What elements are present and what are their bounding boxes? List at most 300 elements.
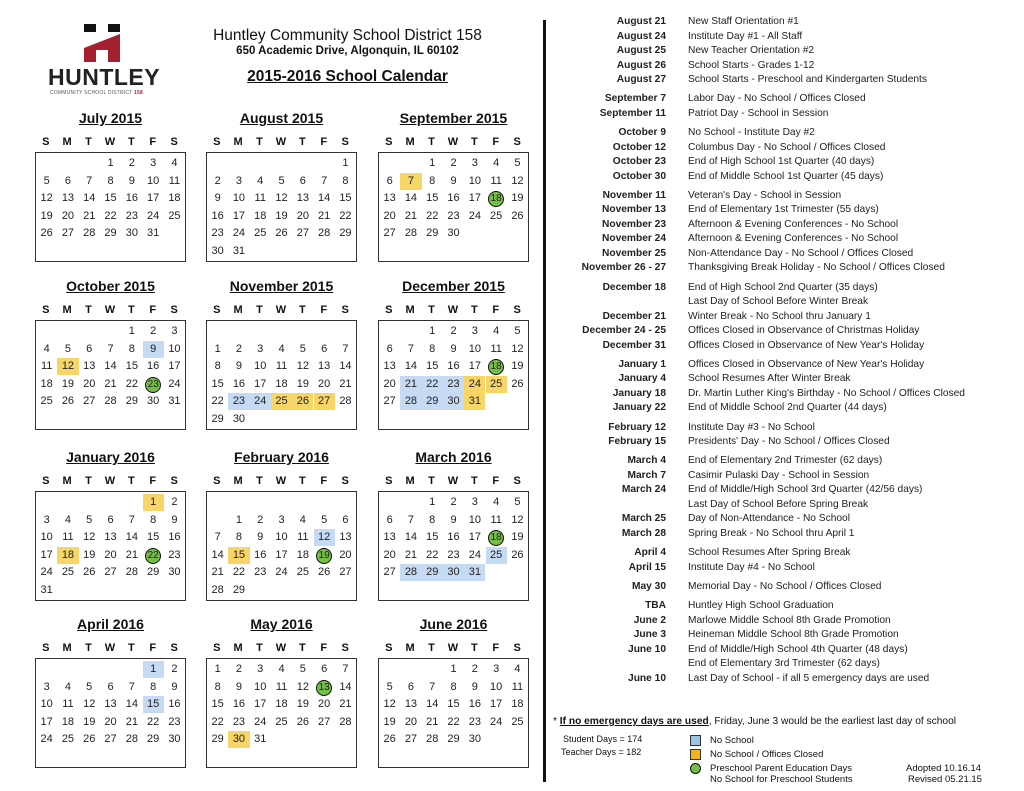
weekday-label: S	[213, 304, 221, 316]
day-number: 7	[407, 342, 414, 355]
event-date: November 24	[602, 233, 666, 245]
event-date: November 23	[602, 218, 666, 230]
day-cell	[164, 155, 185, 172]
day-number: 10	[275, 531, 288, 544]
day-cell	[464, 358, 485, 375]
day-number: 30	[125, 227, 138, 240]
day-cell	[486, 341, 507, 358]
day-cell	[57, 529, 78, 546]
day-number: 10	[468, 342, 481, 355]
day-number: 16	[168, 531, 181, 544]
event-date: December 18	[602, 281, 666, 293]
day-cell	[314, 190, 335, 207]
day-cell	[507, 341, 528, 358]
day-cell	[379, 190, 400, 207]
weekday-label: W	[104, 642, 116, 654]
day-cell	[121, 341, 142, 358]
day-number: 28	[125, 733, 138, 746]
day-number: 22	[447, 715, 460, 728]
event-row	[552, 512, 1022, 527]
weekday-header	[378, 304, 529, 318]
day-cell	[422, 323, 443, 340]
weekday-label: S	[42, 136, 50, 148]
day-number: 31	[40, 584, 53, 596]
day-number: 3	[471, 325, 478, 337]
weekday-label: T	[127, 475, 135, 487]
day-cell	[228, 661, 249, 678]
day-cell	[207, 208, 228, 225]
day-cell	[271, 661, 292, 678]
day-number: 12	[318, 531, 331, 544]
day-cell	[36, 512, 57, 529]
day-cell-no-school	[400, 393, 421, 410]
weekday-header	[35, 475, 186, 489]
day-cell	[100, 731, 121, 748]
event-date: TBA	[645, 600, 666, 611]
day-cell	[400, 190, 421, 207]
day-cell	[57, 512, 78, 529]
day-cell	[207, 225, 228, 242]
day-number: 22	[339, 209, 352, 222]
day-cell	[443, 547, 464, 564]
day-cell	[79, 225, 100, 242]
weekday-label: T	[298, 475, 306, 487]
day-cell	[79, 529, 100, 546]
day-number: 19	[83, 548, 96, 561]
day-cell	[143, 679, 164, 696]
day-number: 13	[383, 360, 396, 373]
day-number: 10	[232, 192, 246, 205]
day-cell	[100, 155, 121, 172]
day-number: 4	[493, 496, 500, 508]
day-number: 30	[168, 733, 181, 746]
day-cell	[422, 341, 443, 358]
event-row	[552, 324, 1022, 339]
event-date: November 26 - 27	[581, 262, 666, 274]
day-number: 30	[232, 413, 246, 425]
event-date: January 22	[612, 402, 666, 414]
weekday-label: S	[213, 475, 221, 487]
day-cell	[400, 208, 421, 225]
day-cell	[271, 547, 292, 564]
day-cell	[464, 512, 485, 529]
day-number: 17	[275, 548, 288, 561]
day-cell	[314, 358, 335, 375]
weekday-label: T	[470, 642, 478, 654]
day-cell	[207, 696, 228, 713]
event-description: Spring Break - No School thru April 1	[688, 527, 855, 539]
weekday-label: F	[320, 304, 328, 316]
event-description: Afternoon & Evening Conferences - No School	[688, 218, 899, 230]
day-number: 7	[321, 174, 328, 187]
day-number: 28	[339, 395, 352, 408]
day-cell	[464, 731, 485, 748]
day-cell	[464, 155, 485, 172]
day-cell	[464, 190, 485, 207]
day-cell	[250, 731, 271, 748]
day-number: 30	[232, 733, 246, 746]
weekday-label: M	[233, 642, 243, 654]
student-days: Student Days = 174	[563, 734, 643, 744]
day-cell	[314, 661, 335, 678]
legend-no-school: No School	[690, 735, 754, 746]
day-number: 11	[40, 360, 53, 373]
event-row	[552, 599, 1022, 614]
day-cell	[164, 714, 185, 731]
day-cell-preschool	[314, 547, 335, 564]
day-number: 1	[450, 663, 457, 675]
day-cell	[164, 564, 185, 581]
day-number: 29	[426, 566, 439, 579]
day-cell	[79, 679, 100, 696]
day-number: 28	[104, 395, 117, 408]
day-cell	[228, 411, 249, 428]
day-number: 26	[61, 395, 75, 408]
day-cell	[292, 564, 313, 581]
event-date: December 24 - 25	[582, 325, 666, 336]
day-number: 15	[147, 531, 160, 544]
day-cell-offices-closed	[143, 494, 164, 511]
day-number: 26	[511, 209, 524, 222]
day-cell-preschool	[486, 529, 507, 546]
day-number: 7	[429, 680, 436, 693]
event-row	[552, 643, 1022, 658]
month-grid	[206, 320, 357, 430]
month-calendar	[206, 278, 357, 438]
day-cell	[486, 512, 507, 529]
day-number: 13	[296, 192, 309, 205]
day-cell	[507, 529, 528, 546]
event-date: June 3	[633, 629, 666, 640]
event-description: Marlowe Middle School 8th Grade Promotion	[688, 614, 891, 626]
event-row	[552, 387, 1022, 402]
day-number: 19	[296, 377, 309, 390]
day-cell	[400, 512, 421, 529]
day-number: 23	[447, 209, 460, 222]
day-number: 1	[107, 157, 114, 169]
day-number: 30	[447, 395, 460, 408]
day-cell	[486, 661, 507, 678]
day-cell	[250, 208, 271, 225]
day-number: 6	[107, 513, 114, 526]
day-number: 3	[493, 663, 500, 675]
day-cell	[36, 529, 57, 546]
day-cell	[507, 173, 528, 190]
day-cell	[228, 208, 249, 225]
weekday-label: F	[492, 475, 500, 487]
event-description: End of Elementary 1st Trimester (55 days)	[688, 204, 879, 216]
day-number: 21	[339, 698, 352, 711]
day-number: 20	[83, 377, 96, 390]
day-number: 5	[514, 496, 521, 508]
day-cell	[335, 225, 356, 242]
day-cell	[464, 341, 485, 358]
weekday-label: F	[149, 304, 157, 316]
day-number: 15	[211, 698, 224, 711]
month-calendar	[206, 110, 357, 270]
day-number: 22	[426, 548, 439, 561]
day-cell	[443, 512, 464, 529]
day-cell	[422, 494, 443, 511]
weekday-label: S	[341, 136, 349, 148]
day-cell	[507, 208, 528, 225]
day-cell	[292, 661, 313, 678]
day-cell	[207, 714, 228, 731]
day-number: 25	[490, 548, 503, 561]
legend-offices-closed: No School / Offices Closed	[690, 749, 823, 760]
weekday-label: M	[62, 304, 72, 316]
day-number: 16	[232, 377, 246, 390]
adopted-date: Adopted 10.16.14	[906, 763, 982, 774]
day-cell	[100, 225, 121, 242]
day-number: 10	[468, 513, 481, 526]
day-cell	[164, 529, 185, 546]
day-cell	[250, 225, 271, 242]
day-number: 24	[168, 377, 181, 390]
event-row	[552, 170, 1022, 185]
day-number: 11	[254, 192, 266, 205]
event-description: Dr. Martin Luther King's Birthday - No School / Offices Closed	[688, 387, 965, 399]
event-description: School Starts - Grades 1-12	[688, 59, 815, 71]
day-number: 26	[296, 715, 309, 728]
month-grid	[206, 152, 357, 262]
day-cell	[250, 341, 271, 358]
event-group	[552, 92, 1022, 121]
event-row	[552, 218, 1022, 233]
day-cell-offices-closed	[228, 731, 249, 748]
day-cell	[292, 341, 313, 358]
day-number: 24	[40, 566, 53, 579]
event-row	[552, 92, 1022, 107]
day-cell	[36, 696, 57, 713]
day-cell	[36, 376, 57, 393]
yellow-square-icon	[690, 749, 701, 760]
day-number: 8	[128, 342, 135, 355]
green-circle-icon	[690, 763, 701, 774]
event-row	[552, 141, 1022, 156]
day-cell	[207, 679, 228, 696]
day-cell	[443, 494, 464, 511]
day-cell	[143, 155, 164, 172]
day-cell	[422, 696, 443, 713]
weekday-header	[206, 642, 357, 656]
day-number: 21	[404, 548, 418, 561]
day-number: 27	[61, 227, 75, 240]
day-cell	[422, 529, 443, 546]
day-number: 18	[168, 192, 181, 205]
day-number: 27	[339, 566, 352, 579]
day-number: 9	[214, 192, 221, 205]
day-cell	[121, 547, 142, 564]
day-cell	[379, 714, 400, 731]
day-cell	[36, 208, 57, 225]
day-cell	[57, 564, 78, 581]
event-row	[552, 261, 1022, 276]
day-cell-offices-closed	[314, 393, 335, 410]
day-number: 19	[40, 209, 53, 222]
weekday-label: T	[428, 475, 435, 487]
day-number: 23	[168, 715, 181, 728]
day-number: 23	[254, 566, 267, 579]
day-number: 29	[339, 227, 352, 240]
day-number: 10	[254, 680, 267, 693]
event-row	[552, 281, 1022, 296]
day-cell	[443, 155, 464, 172]
day-number: 22	[145, 548, 161, 564]
day-number: 16	[147, 360, 160, 373]
day-number: 19	[316, 548, 332, 564]
day-cell	[271, 358, 292, 375]
day-number: 6	[321, 663, 328, 675]
day-number: 30	[468, 733, 481, 746]
day-number: 2	[450, 157, 457, 169]
day-number: 29	[147, 733, 160, 746]
day-number: 20	[296, 209, 309, 222]
day-cell	[443, 323, 464, 340]
event-date: April 4	[634, 547, 666, 558]
day-number: 26	[511, 377, 524, 390]
day-cell-offices-closed	[400, 173, 421, 190]
day-cell	[271, 208, 292, 225]
event-date: August 27	[616, 74, 666, 85]
day-cell	[207, 243, 228, 260]
day-cell	[507, 376, 528, 393]
day-number: 25	[275, 715, 288, 728]
day-cell-preschool	[143, 376, 164, 393]
day-number: 14	[404, 360, 418, 373]
day-number: 29	[211, 413, 224, 425]
day-cell	[443, 341, 464, 358]
day-cell	[335, 208, 356, 225]
event-date: June 10	[628, 643, 666, 655]
day-cell-offices-closed	[57, 547, 78, 564]
day-cell-no-school	[443, 393, 464, 410]
day-cell	[100, 358, 121, 375]
day-number: 2	[235, 342, 242, 355]
day-cell	[100, 547, 121, 564]
event-row	[552, 372, 1022, 387]
day-cell	[400, 341, 421, 358]
day-number: 24	[468, 548, 481, 561]
day-number: 2	[471, 663, 478, 675]
day-cell-offices-closed	[292, 393, 313, 410]
weekday-header	[378, 136, 529, 150]
day-cell	[79, 564, 100, 581]
day-cell	[228, 173, 249, 190]
day-cell	[443, 529, 464, 546]
day-number: 21	[125, 548, 138, 561]
weekday-label: T	[127, 642, 135, 654]
day-cell	[443, 679, 464, 696]
day-number: 11	[490, 174, 502, 187]
day-number: 10	[40, 698, 53, 711]
event-date: December 21	[602, 310, 666, 322]
day-number: 6	[386, 513, 393, 526]
event-group	[552, 126, 1022, 184]
weekday-label: T	[256, 136, 263, 148]
day-number: 25	[296, 566, 309, 579]
day-cell	[250, 358, 271, 375]
day-cell-offices-closed	[271, 393, 292, 410]
day-number: 31	[232, 245, 246, 257]
weekday-label: T	[256, 475, 263, 487]
weekday-label: F	[492, 136, 500, 148]
day-number: 8	[429, 174, 436, 187]
day-number: 25	[40, 395, 53, 408]
month-calendar	[35, 449, 186, 609]
event-description: School Resumes After Spring Break	[688, 547, 851, 558]
day-number: 8	[429, 342, 436, 355]
weekday-label: S	[385, 642, 393, 654]
day-cell	[379, 512, 400, 529]
day-number: 29	[426, 395, 439, 408]
day-cell	[507, 358, 528, 375]
day-number: 9	[235, 360, 242, 373]
day-cell	[422, 173, 443, 190]
day-number: 28	[426, 733, 439, 746]
day-cell-no-school	[314, 529, 335, 546]
day-cell-no-school	[400, 564, 421, 581]
event-description: End of High School 2nd Quarter (35 days)	[688, 281, 878, 293]
month-grid	[378, 491, 529, 601]
event-row	[552, 59, 1022, 74]
day-cell	[271, 173, 292, 190]
day-cell-no-school	[143, 696, 164, 713]
weekday-label: W	[447, 304, 459, 316]
day-cell-offices-closed	[228, 547, 249, 564]
day-cell	[57, 679, 78, 696]
day-cell	[164, 173, 185, 190]
day-cell	[164, 731, 185, 748]
day-number: 14	[339, 680, 352, 693]
event-group	[552, 281, 1022, 354]
day-cell	[443, 190, 464, 207]
day-number: 21	[83, 209, 96, 222]
day-cell	[292, 529, 313, 546]
day-number: 20	[339, 548, 352, 561]
day-number: 24	[490, 715, 503, 728]
day-number: 31	[468, 566, 481, 579]
day-cell	[228, 564, 249, 581]
day-cell	[164, 679, 185, 696]
day-cell-no-school	[464, 564, 485, 581]
day-cell	[228, 243, 249, 260]
day-number: 5	[278, 174, 285, 187]
day-number: 6	[86, 342, 93, 355]
month-title: November 2015	[229, 278, 334, 294]
day-cell	[207, 731, 228, 748]
day-number: 4	[493, 325, 500, 337]
day-number: 30	[147, 395, 160, 408]
day-cell	[486, 155, 507, 172]
day-number: 5	[299, 342, 306, 355]
day-cell	[379, 225, 400, 242]
day-number: 18	[296, 548, 309, 561]
day-number: 7	[107, 342, 114, 355]
day-cell	[379, 358, 400, 375]
day-number: 31	[468, 395, 481, 408]
day-number: 26	[40, 227, 53, 240]
weekday-label: T	[256, 642, 263, 654]
day-cell	[79, 731, 100, 748]
day-cell	[164, 341, 185, 358]
day-number: 4	[43, 342, 50, 355]
weekday-label: F	[149, 642, 157, 654]
month-calendar	[35, 110, 186, 270]
event-row	[552, 498, 1022, 513]
day-number: 27	[383, 566, 396, 579]
event-description: Last Day of School - if all 5 emergency days are used	[688, 672, 930, 684]
